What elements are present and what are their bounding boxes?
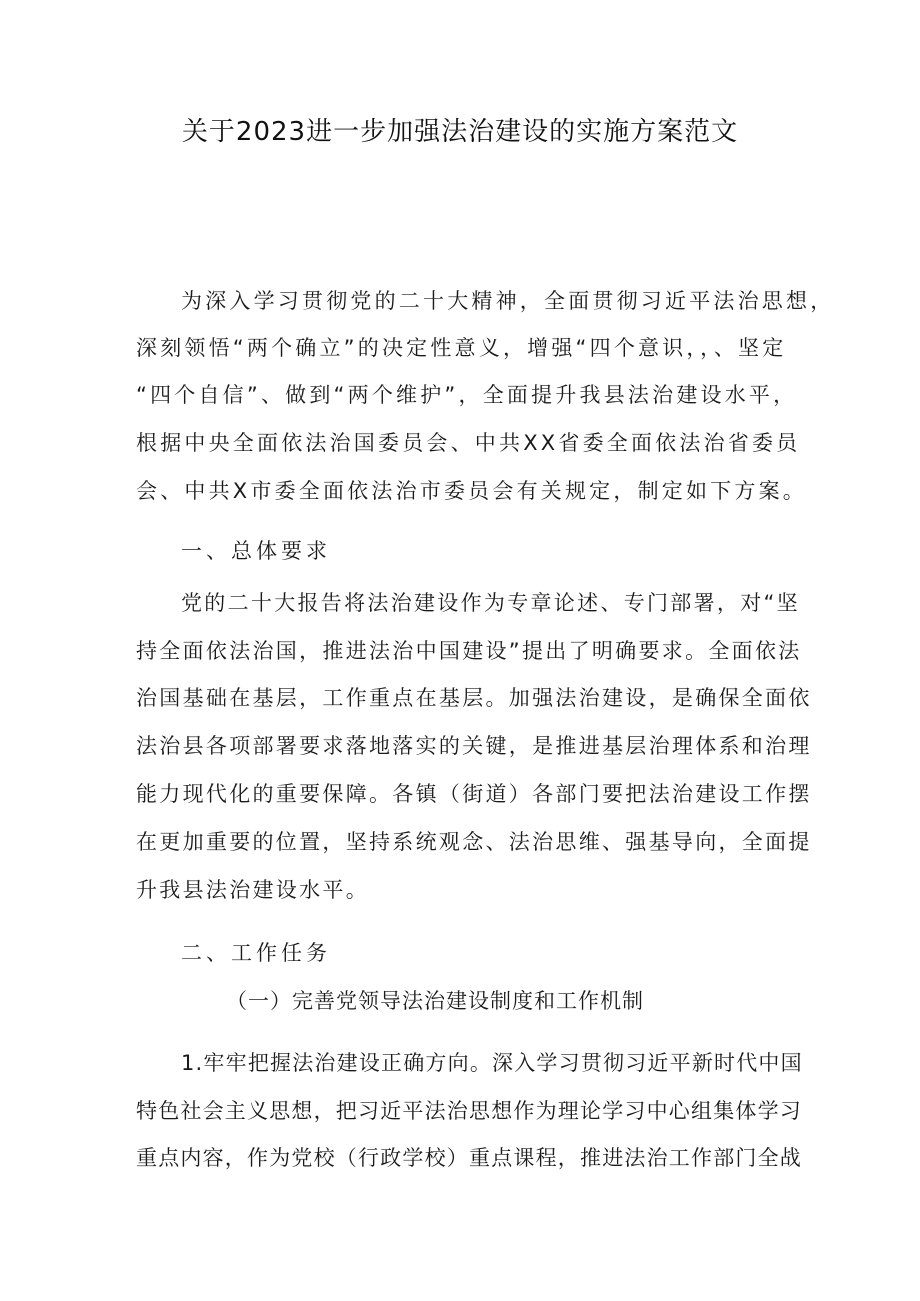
section1-line-5: 能力现代化的重要保障。各镇（街道）各部门要把法治建设工作摆: [136, 782, 812, 806]
intro-line-4: 根据中央全面依法治国委员会、中共XX省委全面依法治省委员: [136, 431, 801, 455]
item1-line-2: 特色社会主义思想，把习近平法治思想作为理论学习中心组集体学习: [136, 1099, 802, 1123]
section1-line-3: 治国基础在基层，工作重点在基层。加强法治建设，是确保全面依: [136, 686, 812, 710]
intro-line-2: 深刻领悟“两个确立”的决定性意义，增强“四个意识，，、坚定: [136, 336, 787, 360]
intro-line-3: “四个自信”、做到“两个维护”，全面提升我县法治建设水平，: [136, 383, 798, 407]
section1-line-6: 在更加重要的位置，坚持系统观念、法治思维、强基导向，全面提: [136, 830, 812, 854]
section-heading-overall-requirements: 一、总体要求: [181, 539, 331, 563]
item1-line-3: 重点内容，作为党校（行政学校）重点课程，推进法治工作部门全战: [136, 1146, 802, 1170]
section1-line-2: 持全面依法治国，推进法治中国建设”提出了明确要求。全面依法: [136, 639, 802, 663]
section-heading-work-tasks: 二、工作任务: [181, 941, 331, 965]
section1-line-1: 党的二十大报告将法治建设作为专章论述、专门部署，对“坚: [181, 591, 800, 615]
subsection-heading-1: （一）完善党领导法治建设制度和工作机制: [226, 989, 644, 1013]
section1-line-4: 法治县各项部署要求落地落实的关键，是推进基层治理体系和治理: [136, 734, 812, 758]
intro-line-1: 为深入学习贯彻党的二十大精神，全面贯彻习近平法治思想，: [181, 289, 835, 313]
document-title: 关于2023进一步加强法治建设的实施方案范文: [181, 117, 739, 147]
intro-line-5: 会、中共X市委全面依法治市委员会有关规定，制定如下方案。: [136, 479, 807, 503]
section1-line-7: 升我县法治建设水平。: [136, 878, 369, 902]
item1-line-1: 1.牢牢把握法治建设正确方向。深入学习贯彻习近平新时代中国: [181, 1051, 803, 1075]
